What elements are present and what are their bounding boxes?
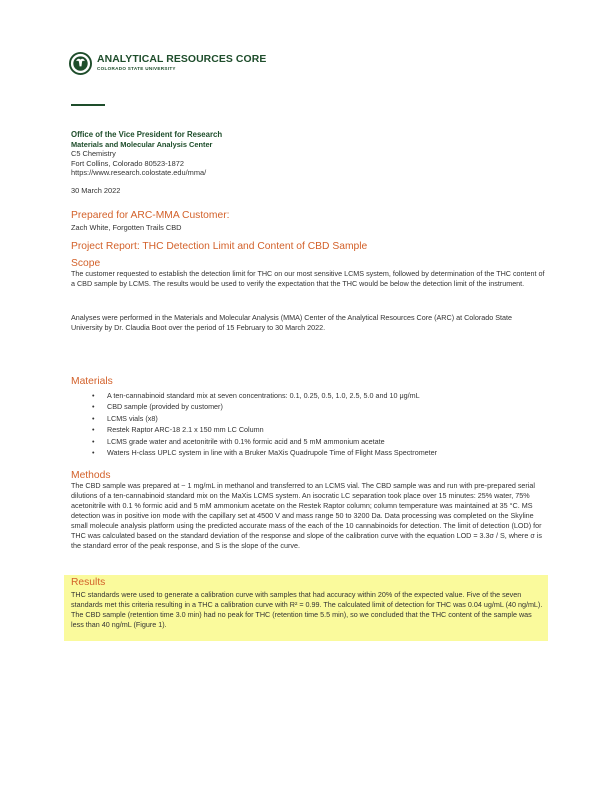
materials-heading: Materials [71,376,113,387]
city-line: Fort Collins, Colorado 80523-1872 [71,158,184,168]
bullet-icon: • [92,425,95,435]
customer-name: Zach White, Forgotten Trails CBD [71,223,182,232]
material-text: Waters H-class UPLC system in line with a Bruker MaXis Quadrupole Time of Flight Mass Spectrometer [107,448,438,458]
bullet-icon: • [92,391,95,400]
bullet-icon: • [92,436,95,446]
methods-heading: Methods [71,470,111,481]
address-block [71,130,222,178]
material-text: LCMS grade water and acetonitrile with 0.1% formic acid and 5 mM ammonium acetate [107,436,385,446]
scope-heading: Scope [71,258,101,269]
scope-paragraph-1: The customer requested to establish the detection limit for THC on our most sensitive LCMS system, followed by determination of the THC content of a CBD sample by LCMS. The results would be used to verify the expectation that the THC would be below the detection limit of the instrument. [71,269,545,288]
bullet-icon: • [92,413,95,423]
website-url: https://www.research.colostate.edu/mma/ [71,168,207,178]
material-text: Restek Raptor ARC-18 2.1 x 150 mm LC Column [107,425,264,435]
bullet-icon: • [92,448,95,458]
methods-paragraph: The CBD sample was prepared at ~ 1 mg/mL in methanol and transferred to an LCMS vial. The CBD sample was and run with pre-prepared serial dilutions of a ten-cannabinoid standard mix on the MaXis LCMS system. An isocratic LC separation took place over 15 minutes: 25% water, 75% acetonitrile with 0.1 % formic acid and 5 mM ammonium acetate on the Restek Raptor column; column temperature was maintained at 35 °C. MS detection was in positive ion mode with the capillary set at 4500 V and mass range 50 to 3200 Da. Data processing was completed on the Skyline small molecule analysis platform using the predicted accurate mass of the each of the 10 cannabinoids for detection. The limit of detection (LOD) for THC was calculated based on the standard deviation of the response and slope of the calibration curve with the equation LOD = 3.3σ / S, where σ is the standard error of the peak response, and S is the slope of the curve. [71,481,542,550]
material-text: A ten-cannabinoid standard mix at seven concentrations: 0.1, 0.25, 0.5, 1.0, 2.5, 5.0 and 10 μg/mL [107,391,420,400]
results-heading: Results [71,577,106,588]
material-text: CBD sample (provided by customer) [107,402,223,412]
csu-ram-logo-icon [69,52,92,75]
list-item [71,401,437,412]
header-divider [71,104,105,106]
office-name: Office of the Vice President for Research [71,130,223,139]
list-item [71,436,437,447]
building-name: C5 Chemistry [71,149,116,159]
list-item [71,447,437,458]
materials-list [71,390,437,458]
arc-logo [69,52,266,75]
scope-paragraph-2: Analyses were performed in the Materials and Molecular Analysis (MMA) Center of the Analytical Resources Core (ARC) at Colorado State University by Dr. Claudia Boot over the period of 15 February to 30 March 2022. [71,313,513,332]
logo-title: ANALYTICAL RESOURCES CORE [97,54,267,65]
prepared-for-heading: Prepared for ARC-MMA Customer: [71,210,230,221]
logo-subtitle: COLORADO STATE UNIVERSITY [97,66,176,72]
material-text: LCMS vials (x8) [107,413,158,423]
center-name: Materials and Molecular Analysis Center [71,139,213,149]
report-title: Project Report: THC Detection Limit and Content of CBD Sample [71,241,368,252]
report-date: 30 March 2022 [71,186,121,195]
list-item [71,390,437,401]
results-paragraph: THC standards were used to generate a calibration curve with samples that had accuracy within 20% of the expected value. Five of the seven standards met this criteria resulting in a THC a calibration curve with R² = 0.99. The calculated limit of detection for THC was 0.04 ug/mL (40 ng/mL). The CBD sample (retention time 3.0 min) had no peak for THC (retention time 5.5 min), so we concluded that the THC content of the sample was less than 40 ng/mL (Figure 1). [71,590,543,629]
list-item [71,413,437,424]
list-item [71,424,437,435]
bullet-icon: • [92,402,95,412]
